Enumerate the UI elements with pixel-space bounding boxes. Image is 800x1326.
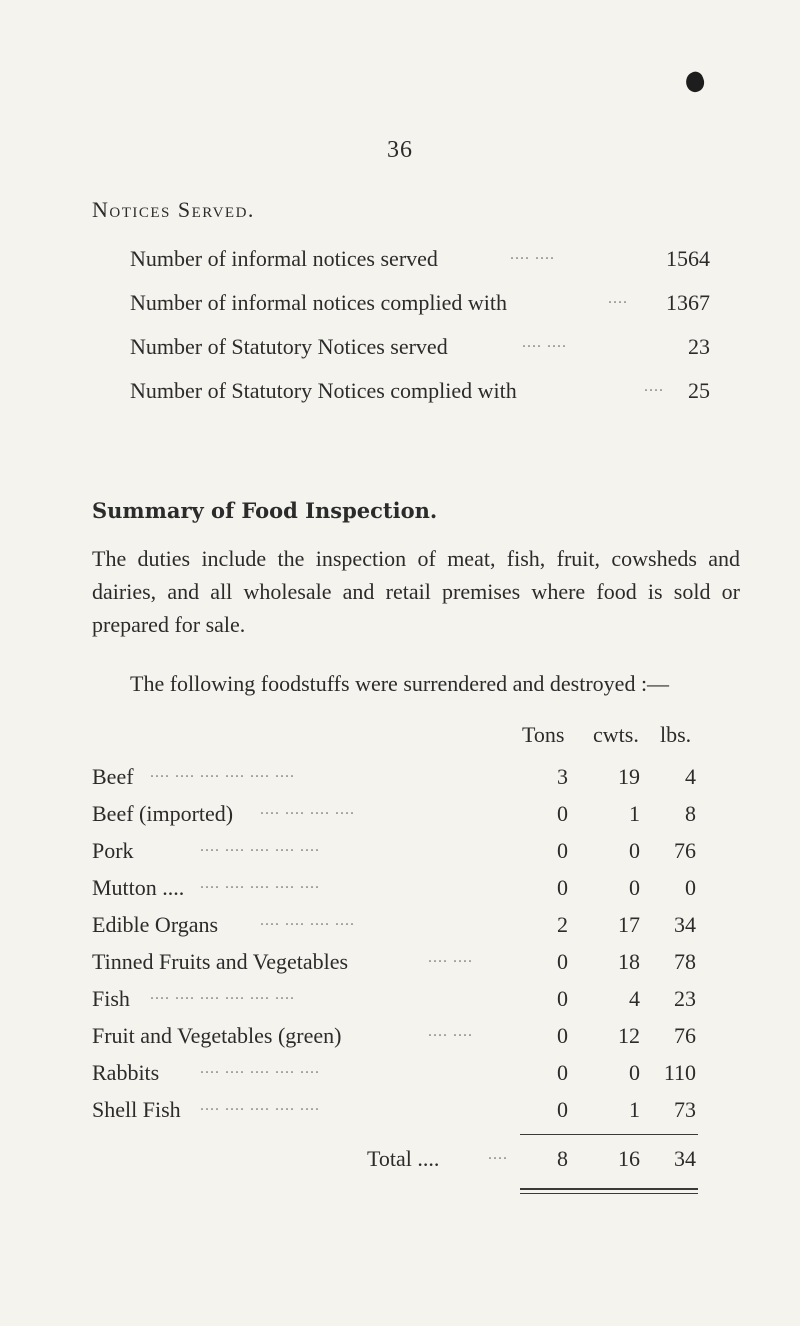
leader-dots: .... .... .... .... .... xyxy=(200,875,320,892)
total-double-rule xyxy=(520,1193,698,1194)
tons-value: 0 xyxy=(557,1097,568,1122)
lbs-value: 76 xyxy=(674,838,696,863)
table-row xyxy=(0,875,800,909)
leader-dots: .... .... .... .... .... xyxy=(200,1097,320,1114)
table-row xyxy=(0,912,800,946)
total-tons-value: 8 xyxy=(557,1146,568,1171)
column-header-cwts: cwts. xyxy=(593,722,639,747)
cwts-value: 1 xyxy=(629,1097,640,1122)
cwts-value: 19 xyxy=(618,764,640,789)
lbs-value: 76 xyxy=(674,1023,696,1048)
food-item: Fruit and Vegetables (green) xyxy=(92,1023,342,1048)
notices-heading: Notices Served. xyxy=(92,197,255,222)
notice-label: Number of Statutory Notices complied with xyxy=(130,378,517,403)
ink-blot xyxy=(683,70,707,95)
food-item: Tinned Fruits and Vegetables xyxy=(92,949,349,974)
table-row xyxy=(0,838,800,872)
leader-dots: .... .... .... .... .... .... xyxy=(150,764,295,781)
leader-dots: .... .... .... .... .... xyxy=(200,838,320,855)
foodstuffs-intro: The following foodstuffs were surrendered and destroyed :— xyxy=(130,671,670,696)
tons-value: 0 xyxy=(557,838,568,863)
cwts-value: 17 xyxy=(618,912,640,937)
lbs-value: 8 xyxy=(685,801,696,826)
total-lbs-value: 34 xyxy=(674,1146,696,1171)
food-item: Rabbits xyxy=(92,1060,160,1085)
tons-value: 0 xyxy=(557,1023,568,1048)
total-label: Total .... xyxy=(367,1146,440,1171)
table-row xyxy=(0,1097,800,1131)
tons-value: 0 xyxy=(557,875,568,900)
notice-label: Number of Statutory Notices served xyxy=(130,334,448,359)
leader-dots: .... .... .... .... .... .... xyxy=(150,986,295,1003)
cwts-value: 12 xyxy=(618,1023,640,1048)
tons-value: 0 xyxy=(557,949,568,974)
notice-row xyxy=(130,246,710,278)
food-inspection-heading: Summary of Food Inspection. xyxy=(92,498,438,523)
cwts-value: 18 xyxy=(618,949,640,974)
leader-dots: .... .... xyxy=(428,949,473,966)
cwts-value: 1 xyxy=(629,801,640,826)
table-row xyxy=(0,764,800,798)
leader-dots: .... xyxy=(644,378,664,395)
tons-value: 3 xyxy=(557,764,568,789)
notice-label: Number of informal notices served xyxy=(130,246,438,271)
notice-row xyxy=(130,378,710,410)
tons-value: 0 xyxy=(557,1060,568,1085)
lbs-value: 78 xyxy=(674,949,696,974)
leader-dots: .... .... xyxy=(428,1023,473,1040)
column-header-tons: Tons xyxy=(522,722,565,747)
total-cwts-value: 16 xyxy=(618,1146,640,1171)
cwts-value: 0 xyxy=(629,838,640,863)
table-row xyxy=(0,949,800,983)
notice-row xyxy=(130,334,710,366)
table-row xyxy=(0,986,800,1020)
notice-value: 1367 xyxy=(666,290,710,315)
tons-value: 0 xyxy=(557,801,568,826)
leader-dots: .... .... .... .... xyxy=(260,801,355,818)
page-number: 36 xyxy=(387,137,413,163)
table-row xyxy=(0,801,800,835)
cwts-value: 0 xyxy=(629,875,640,900)
food-item: Beef (imported) xyxy=(92,801,234,826)
lbs-value: 110 xyxy=(663,1060,696,1085)
lbs-value: 0 xyxy=(685,875,696,900)
total-rule-top xyxy=(520,1134,698,1135)
leader-dots: .... xyxy=(608,290,628,307)
food-item: Mutton .... xyxy=(92,875,185,900)
leader-dots: .... .... .... .... .... xyxy=(200,1060,320,1077)
notice-row xyxy=(130,290,710,322)
food-item: Pork xyxy=(92,838,134,863)
duties-paragraph: The duties include the inspection of meat, fish, fruit, cowsheds and dairies, and all wholesale and retail premises where food is sold or prepared for sale. xyxy=(92,546,740,637)
tons-value: 2 xyxy=(557,912,568,937)
lbs-value: 4 xyxy=(685,764,696,789)
total-row xyxy=(0,1146,800,1180)
leader-dots: .... xyxy=(488,1146,508,1163)
table-row xyxy=(0,1023,800,1057)
leader-dots: .... .... xyxy=(510,246,555,263)
cwts-value: 0 xyxy=(629,1060,640,1085)
column-header-lbs: lbs. xyxy=(660,722,692,747)
notice-label: Number of informal notices complied with xyxy=(130,290,507,315)
lbs-value: 34 xyxy=(674,912,696,937)
tons-value: 0 xyxy=(557,986,568,1011)
lbs-value: 23 xyxy=(674,986,696,1011)
food-item: Fish xyxy=(92,986,130,1011)
food-item: Edible Organs xyxy=(92,912,219,937)
total-double-rule xyxy=(520,1188,698,1190)
notice-value: 23 xyxy=(688,334,710,359)
notice-value: 1564 xyxy=(666,246,710,271)
food-item: Shell Fish xyxy=(92,1097,181,1122)
leader-dots: .... .... .... .... xyxy=(260,912,355,929)
cwts-value: 4 xyxy=(629,986,640,1011)
lbs-value: 73 xyxy=(674,1097,696,1122)
leader-dots: .... .... xyxy=(522,334,567,351)
table-row xyxy=(0,1060,800,1094)
notice-value: 25 xyxy=(688,378,710,403)
food-item: Beef xyxy=(92,764,134,789)
